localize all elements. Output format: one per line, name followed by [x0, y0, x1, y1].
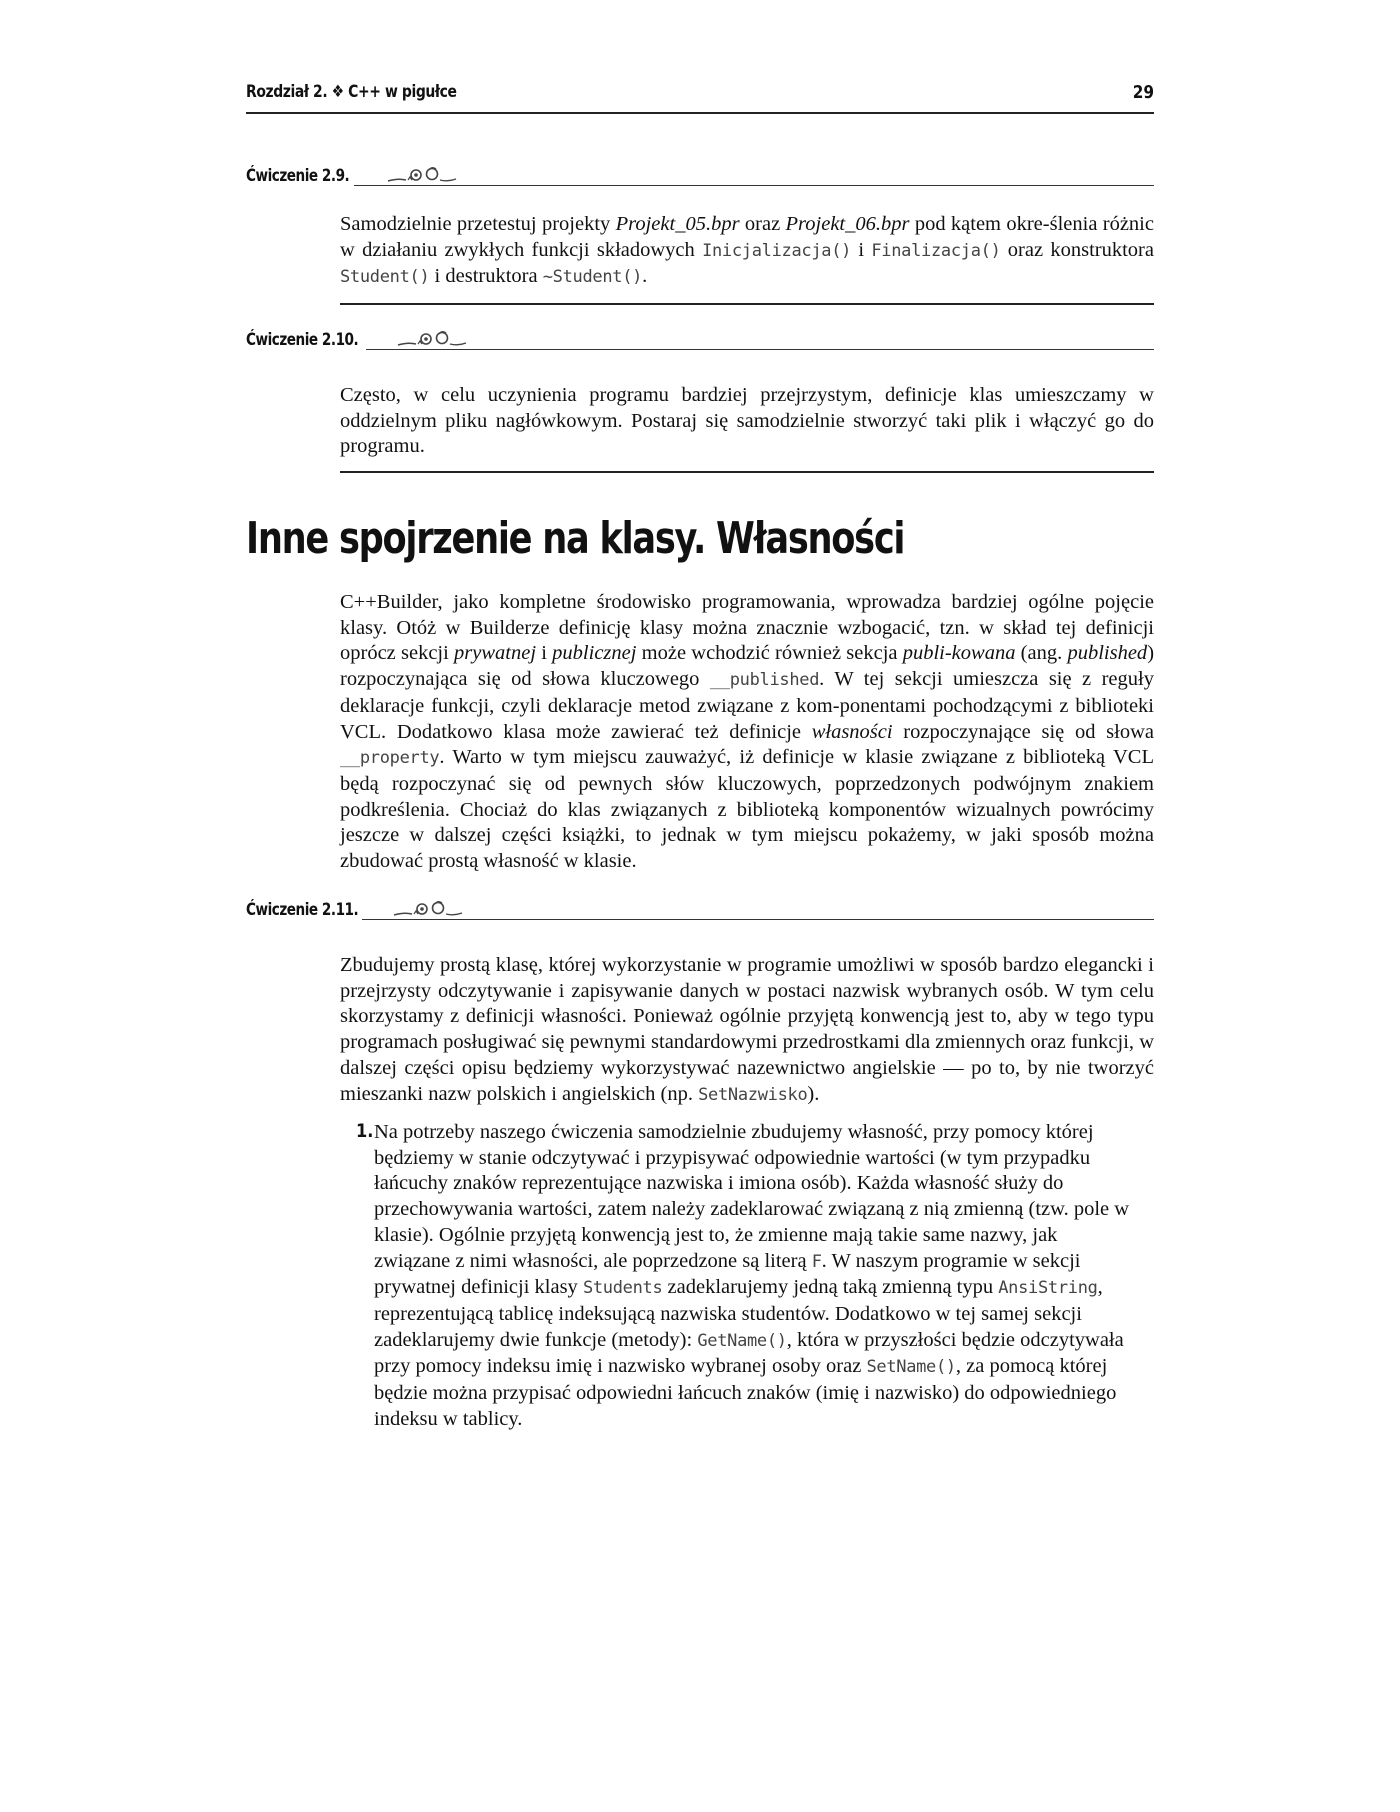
code-term: GetName(): [697, 1330, 787, 1351]
list-number: 1.: [356, 1120, 374, 1142]
exercise-2-9-text: Samodzielnie przetestuj projekty Projekt_05.bpr oraz Projekt_06.bpr pod kątem okre-ślenia różnic w działaniu zwykłych funkcji składowych Inicjalizacja() i Finalizacja() oraz konstruktora Student() i destruktora ~Student().: [340, 213, 1154, 288]
exercise-rule: [362, 919, 1154, 920]
running-header: [246, 82, 1154, 114]
flourish-ornament-icon: [396, 328, 476, 350]
list-item-text: Na potrzeby naszego ćwiczenia samodzielnie zbudujemy własność, przy pomocy której będziemy w stanie odczytywać i przypisywać odpowiednie wartości (w tym przypadku łańcuchy znaków reprezentujące nazwiska i imiona osób). Każda własność służy do przechowywania wartości, zatem należy zadeklarować związaną z nią zmienną (tzw. pole w klasie). Ogólnie przyjętą konwencją jest to, że zmienne mają takie same nazwy, jak związane z nimi własności, ale poprzedzone są literą F. W naszym programie w sekcji prywatnej definicji klasy Students zadeklarujemy jedną taką zmienną typu AnsiString, reprezentującą tablicę indeksującą nazwiska studentów. Dodatkowo w tej samej sekcji zadeklarujemy dwie funkcje (metody): GetName(), która w przyszłości będzie odczytywała przy pomocy indeksu imię i nazwisko wybranej osoby oraz SetName(), za pomocą której będzie można przypisać odpowiedni łańcuch znaków (imię i nazwisko) do odpowiedniego indeksu w tablicy.: [374, 1121, 1130, 1430]
exercise-end-rule: [340, 303, 1154, 305]
project-file: Projekt_05.bpr: [615, 213, 740, 235]
code-term: F: [811, 1251, 822, 1272]
code-term: Inicjalizacja(): [702, 240, 852, 261]
exercise-label: Ćwiczenie 2.9.: [246, 166, 350, 186]
exercise-2-11-text: Zbudujemy prostą klasę, której wykorzystanie w programie umożliwi w sposób bardzo elegancki i przejrzysty odczytywanie i zapisywanie danych w postaci nazwisk wybranych osób. W tym celu skorzystamy z definicji własności. Ponieważ ogólnie przyjętą konwencją jest to, aby w tego typu programach posługiwać się pewnymi standardowymi przedrostkami dla zmiennych oraz funkcji, w dalszej części opisu będziemy wykorzystywać nazewnictwo angielskie — po to, by nie tworzyć mieszanki nazw polskich i angielskich (np. SetNazwisko).: [340, 954, 1154, 1105]
exercise-2-10-text: Często, w celu uczynienia programu bardziej przejrzystym, definicje klas umieszczamy w oddzielnym pliku nagłówkowym. Postaraj się samodzielnie stworzyć taki plik i włączyć go do programu.: [340, 384, 1154, 458]
page-number: 29: [1132, 82, 1154, 103]
code-term: Student(): [340, 267, 430, 288]
exercise-heading-2-9: [246, 166, 1154, 192]
section-title: Inne spojrzenie na klasy. Własności: [246, 513, 905, 564]
project-file: Projekt_06.bpr: [785, 213, 910, 235]
code-term: ~Student(): [542, 267, 643, 288]
code-term: Students: [582, 1278, 663, 1299]
code-term: SetName(): [866, 1357, 956, 1378]
code-term: Finalizacja(): [871, 240, 1001, 261]
exercise-heading-2-10: [246, 330, 1154, 356]
exercise-label: Ćwiczenie 2.10.: [246, 330, 359, 350]
code-term: AnsiString: [998, 1278, 1098, 1299]
flourish-ornament-icon: [386, 164, 466, 186]
section-body-text: C++Builder, jako kompletne środowisko programowania, wprowadza bardziej ogólne pojęcie klasy. Otóż w Builderze definicję klasy można znacznie wzbogacić, tzn. w skład tej definicji oprócz sekcji prywatnej i publicznej może wchodzić również sekcja publi-kowana (ang. published) rozpoczynająca się od słowa kluczowego __published. W tej sekcji umieszcza się z reguły deklaracje funkcji, czyli deklaracje metod związane z kom-ponentami pochodzącymi z biblioteki VCL. Dodatkowo klasa może zawierać też definicje własności rozpoczynające się od słowa __property. Warto w tym miejscu zauważyć, iż definicje w klasie związane z biblioteką VCL będą rozpoczynać się od pewnych słów kluczowych, poprzedzonych podwójnym znakiem podkreślenia. Chociaż do klas związanych z biblioteką komponentów wizualnych powrócimy jeszcze w dalszej części książki, to jednak w tym miejscu pokażemy, w jaki sposób można zbudować prostą własność w klasie.: [340, 591, 1155, 873]
exercise-rule: [366, 349, 1154, 350]
code-term: SetNazwisko: [698, 1084, 808, 1105]
exercise-end-rule: [340, 471, 1154, 473]
code-term: __published: [709, 670, 820, 691]
exercise-label: Ćwiczenie 2.11.: [246, 900, 359, 920]
exercise-heading-2-11: [246, 900, 1154, 926]
flourish-ornament-icon: [392, 898, 472, 920]
exercise-rule: [354, 185, 1154, 186]
code-term: __property: [340, 748, 440, 769]
chapter-title: Rozdział 2. ❖ C++ w pigułce: [246, 82, 457, 102]
